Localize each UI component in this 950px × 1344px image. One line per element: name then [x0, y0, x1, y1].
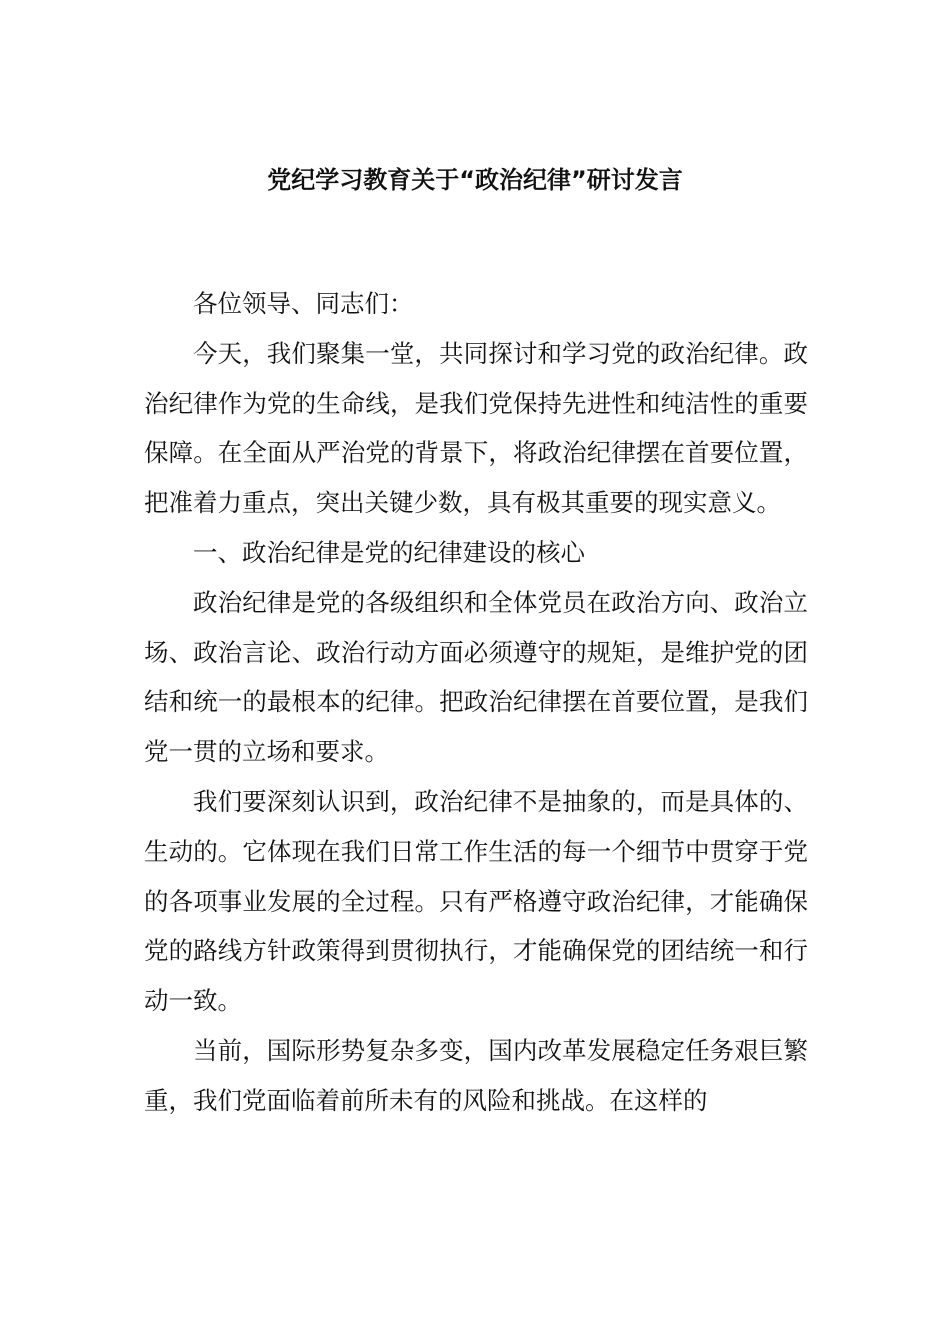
- paragraph-understanding: 我们要深刻认识到，政治纪律不是抽象的，而是具体的、生动的。它体现在我们日常工作生活的每一个细节中贯穿于党的各项事业发展的全过程。只有严格遵守政治纪律，才能确保党的路线方针政策得到贯彻执行，才能确保党的团结统一和行动一致。: [144, 786, 808, 1016]
- section-heading-1: 一、政治纪律是党的纪律建设的核心: [193, 537, 585, 567]
- document-title: 党纪学习教育关于“政治纪律”研讨发言: [267, 166, 683, 194]
- paragraph-definition: 政治纪律是党的各级组织和全体党员在政治方向、政治立场、政治言论、政治行动方面必须遵守的规矩，是维护党的团结和统一的最根本的纪律。把政治纪律摆在首要位置，是我们党一贯的立场和要求。: [144, 587, 808, 767]
- paragraph-current-situation: 当前，国际形势复杂多变，国内改革发展稳定任务艰巨繁重，我们党面临着前所未有的风险和挑战。在这样的: [144, 1035, 808, 1115]
- document-body: [144, 279, 808, 1126]
- paragraph-intro: 今天，我们聚集一堂，共同探讨和学习党的政治纪律。政治纪律作为党的生命线，是我们党保持先进性和纯洁性的重要保障。在全面从严治党的背景下，将政治纪律摆在首要位置，把准着力重点，突出关键少数，具有极其重要的现实意义。: [144, 338, 808, 518]
- paragraph-greeting: 各位领导、同志们：: [193, 289, 414, 318]
